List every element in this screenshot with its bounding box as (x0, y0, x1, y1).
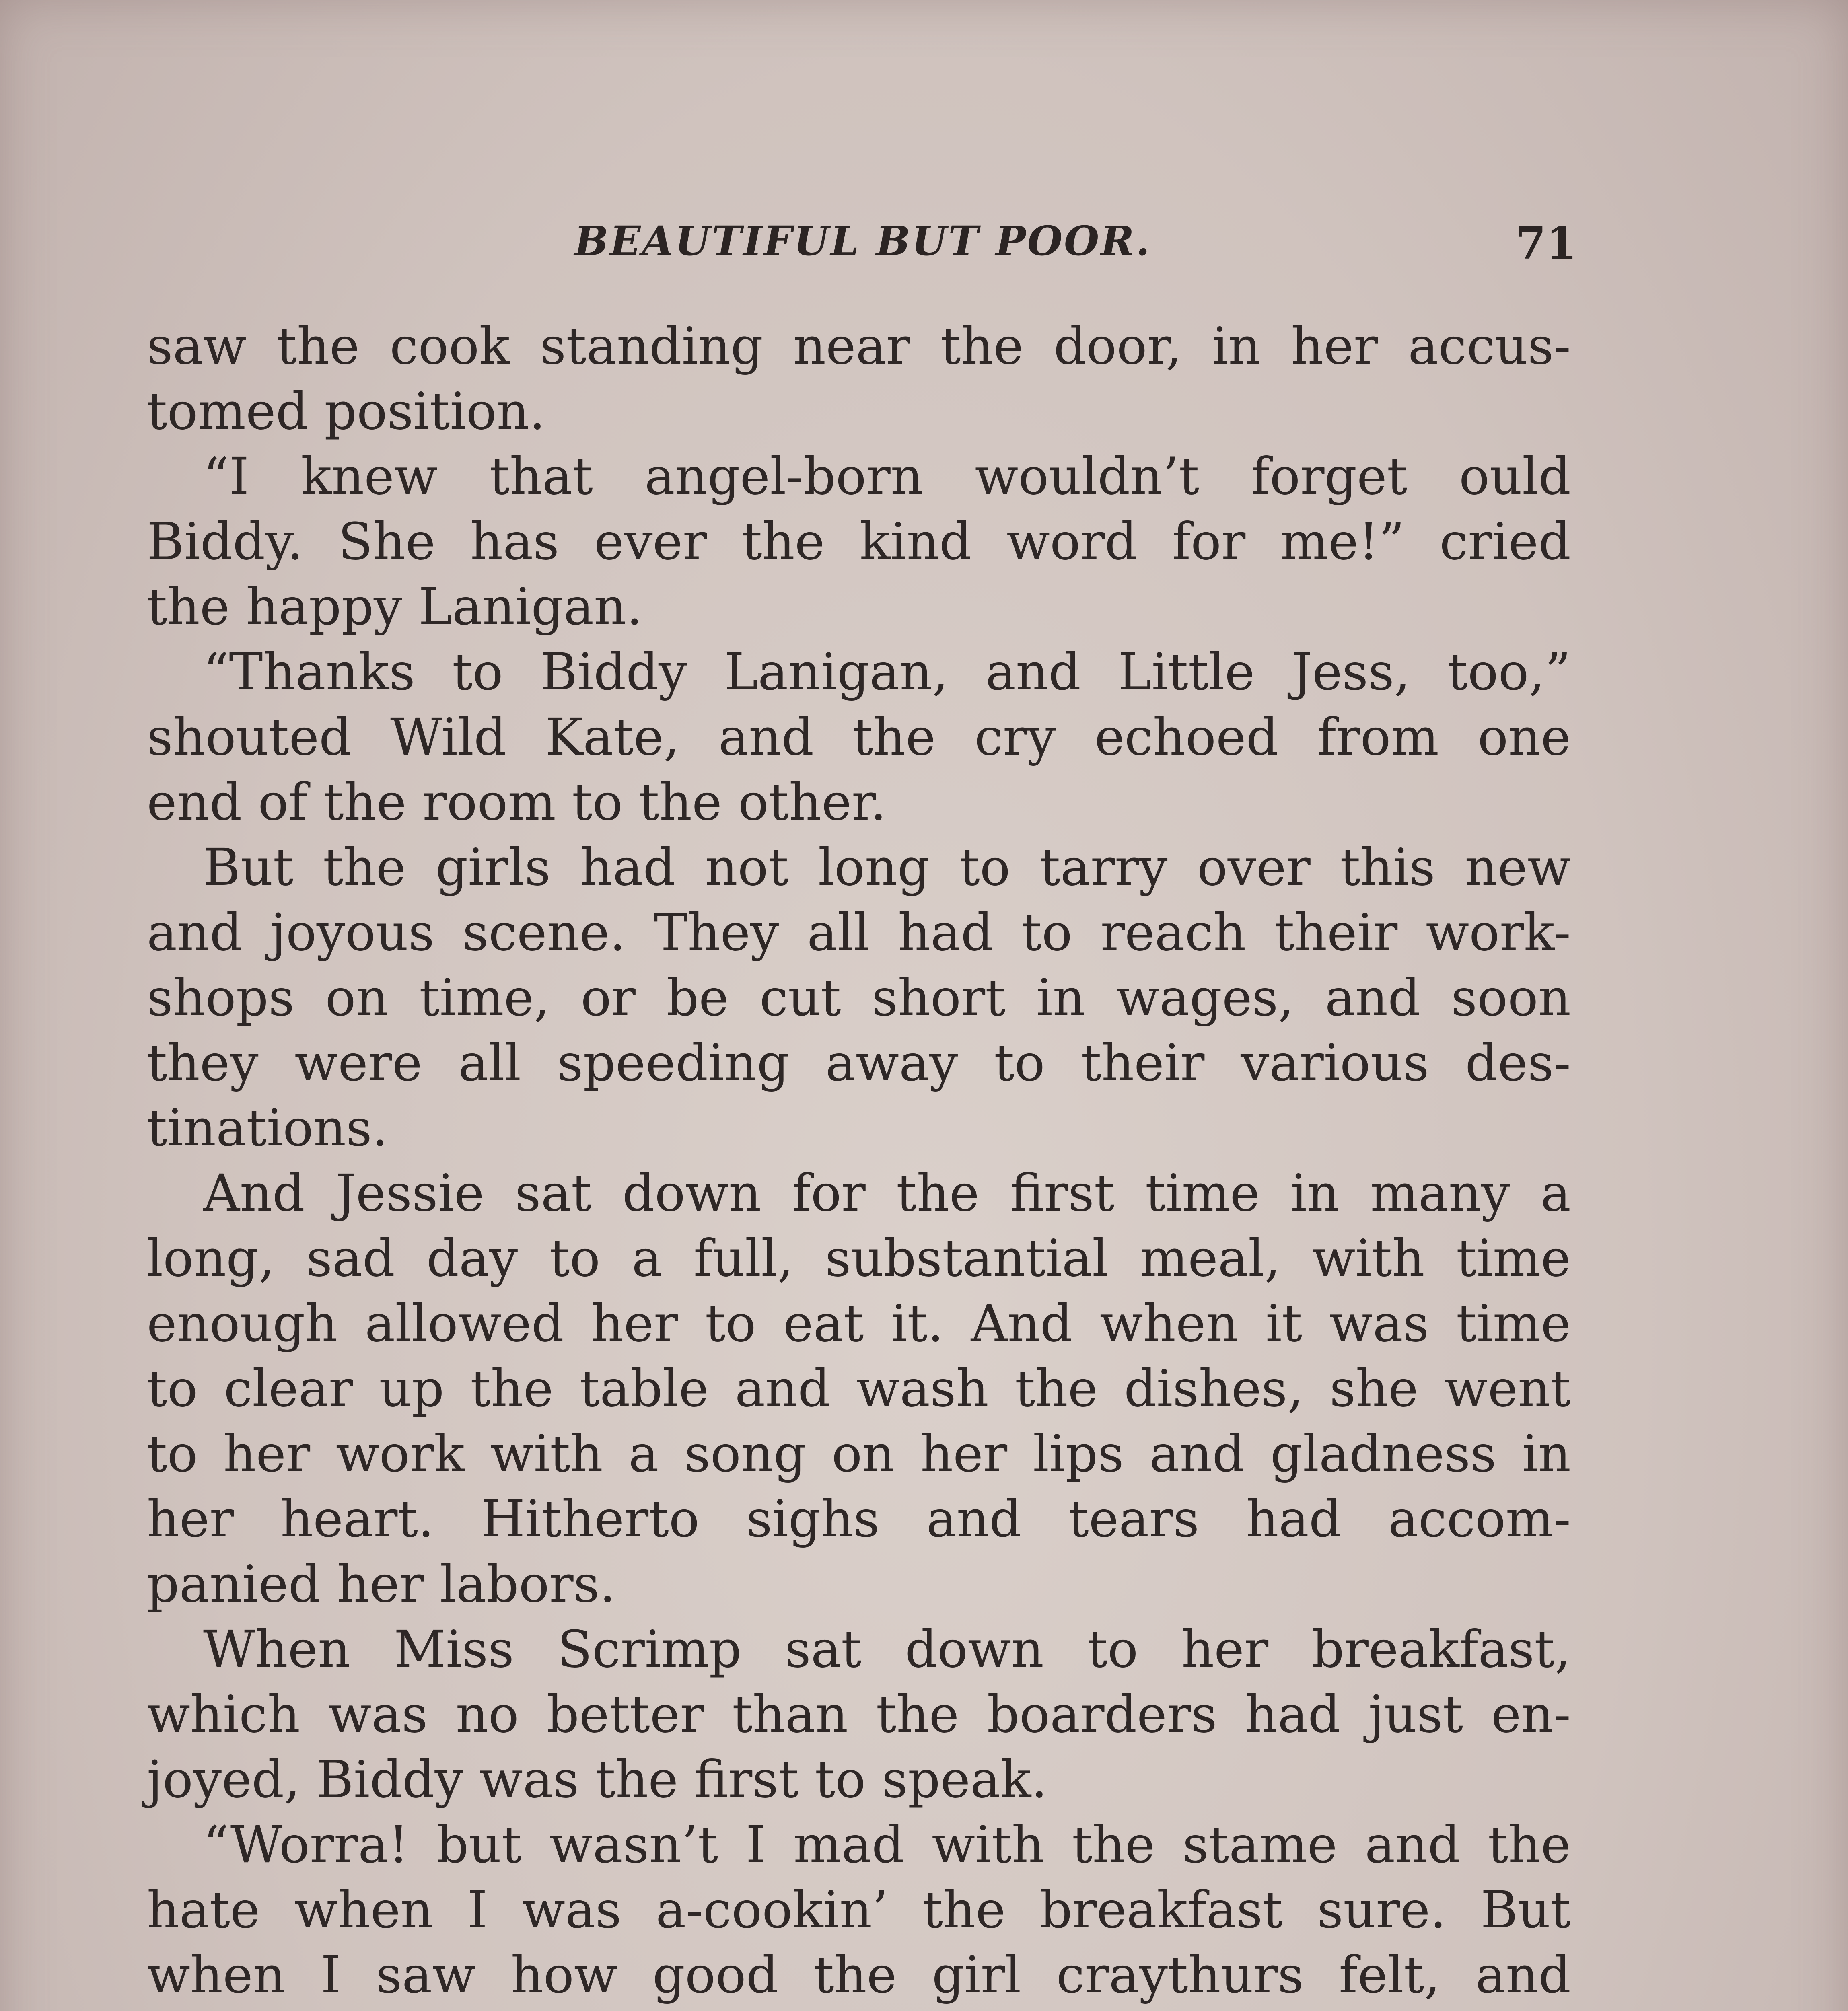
text-line: Biddy. She has ever the kind word for me!” cried (147, 512, 1571, 571)
text-line: “Worra! but wasn’t I mad with the stame and the (203, 1815, 1571, 1874)
running-head (149, 217, 1577, 282)
text-line: end of the room to the other. (147, 773, 887, 832)
text-line: the happy Lanigan. (147, 577, 643, 636)
running-title: BEAUTIFUL BUT POOR. (574, 217, 1152, 265)
text-line: When Miss Scrimp sat down to her breakfast, (203, 1620, 1571, 1679)
text-line: when I saw how good the girl craythurs felt, and (147, 1945, 1571, 2005)
text-line: But the girls had not long to tarry over this new (203, 838, 1571, 897)
text-line: to her work with a song on her lips and gladness in (147, 1424, 1571, 1483)
text-line: tomed position. (147, 382, 545, 441)
text-line: “Thanks to Biddy Lanigan, and Little Jess, too,” (203, 642, 1571, 701)
page-number: 71 (1515, 217, 1577, 269)
text-line: And Jessie sat down for the first time in many a (203, 1164, 1571, 1223)
text-line: shouted Wild Kate, and the cry echoed from one (147, 707, 1571, 767)
paragraph (147, 1161, 1571, 1617)
text-line: to clear up the table and wash the dishes, she went (147, 1359, 1571, 1418)
text-line: hate when I was a-cookin’ the breakfast sure. But (147, 1880, 1571, 1939)
paragraph (147, 639, 1571, 835)
paragraph (147, 1812, 1571, 2011)
text-line: tinations. (147, 1098, 388, 1158)
text-line (147, 2008, 1571, 2011)
text-line: saw the cook standing near the door, in her accus- (147, 317, 1571, 376)
text-line: they were all speeding away to their various des- (147, 1033, 1571, 1092)
text-line: “I knew that angel-born wouldn’t forget ould (203, 447, 1571, 506)
text-line: long, sad day to a full, substantial meal, with time (147, 1229, 1571, 1288)
paragraph (147, 1617, 1571, 1812)
text-line: shops on time, or be cut short in wages, and soon (147, 968, 1571, 1027)
text-line: which was no better than the boarders had just en- (147, 1685, 1571, 1744)
text-line: her heart. Hitherto sighs and tears had accom- (147, 1489, 1571, 1548)
paragraph (147, 314, 1571, 444)
text-line: joyed, Biddy was the first to speak. (147, 1750, 1047, 1809)
paragraph (147, 444, 1571, 639)
text-line: enough allowed her to eat it. And when it was time (147, 1294, 1571, 1353)
text-line: and joyous scene. They all had to reach their work- (147, 903, 1571, 962)
text-line: panied her labors. (147, 1555, 616, 1614)
body-text (147, 314, 1571, 2011)
paragraph (147, 835, 1571, 1161)
